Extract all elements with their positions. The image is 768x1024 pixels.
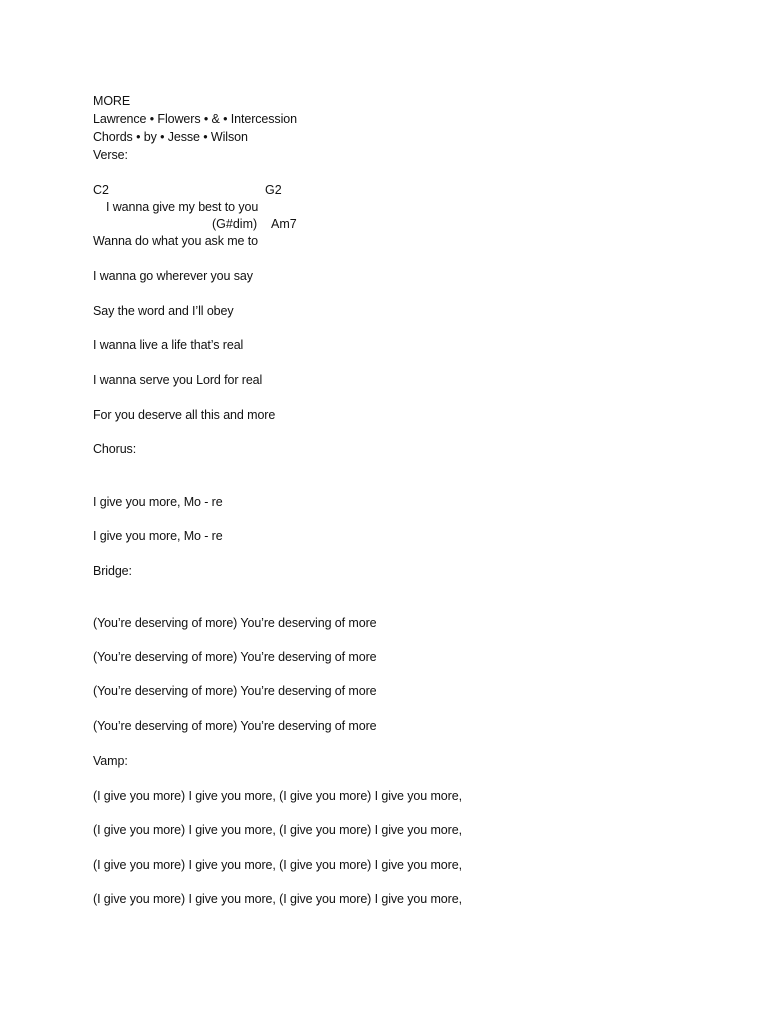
bridge-label: Bridge: [93, 564, 132, 578]
song-title: MORE [93, 94, 131, 108]
song-credit: Chords • by • Jesse • Wilson [93, 130, 248, 144]
verse-lyric-5: I wanna live a life that’s real [93, 338, 244, 352]
verse-lyric-3: I wanna go wherever you say [93, 269, 253, 283]
bridge-lyric-2: (You’re deserving of more) You’re deserving of more [93, 650, 377, 664]
bridge-lyric-3: (You’re deserving of more) You’re deserving of more [93, 684, 377, 698]
vamp-lyric-3: (I give you more) I give you more, (I give you more) I give you more, [93, 858, 462, 872]
verse-lyric-7: For you deserve all this and more [93, 408, 276, 422]
chorus-lyric-1: I give you more, Mo - re [93, 495, 223, 509]
vamp-lyric-2: (I give you more) I give you more, (I give you more) I give you more, [93, 823, 462, 837]
chord-am7: Am7 [271, 217, 297, 231]
song-artist: Lawrence • Flowers • & • Intercession [93, 112, 297, 126]
chorus-label: Chorus: [93, 442, 137, 456]
bridge-lyric-4: (You’re deserving of more) You’re deserving of more [93, 719, 377, 733]
vamp-label: Vamp: [93, 754, 128, 768]
verse-lyric-1: I wanna give my best to you [106, 200, 259, 214]
verse-lyric-4: Say the word and I’ll obey [93, 304, 234, 318]
verse-lyric-2: Wanna do what you ask me to [93, 234, 258, 248]
chord-gdim: (G#dim) [212, 217, 258, 231]
vamp-lyric-1: (I give you more) I give you more, (I give you more) I give you more, [93, 789, 462, 803]
verse-label: Verse: [93, 148, 128, 162]
chorus-lyric-2: I give you more, Mo - re [93, 529, 223, 543]
vamp-lyric-4: (I give you more) I give you more, (I give you more) I give you more, [93, 892, 462, 906]
chord-c2: C2 [93, 183, 109, 197]
verse-lyric-6: I wanna serve you Lord for real [93, 373, 263, 387]
chord-g2: G2 [265, 183, 282, 197]
bridge-lyric-1: (You’re deserving of more) You’re deserving of more [93, 616, 377, 630]
